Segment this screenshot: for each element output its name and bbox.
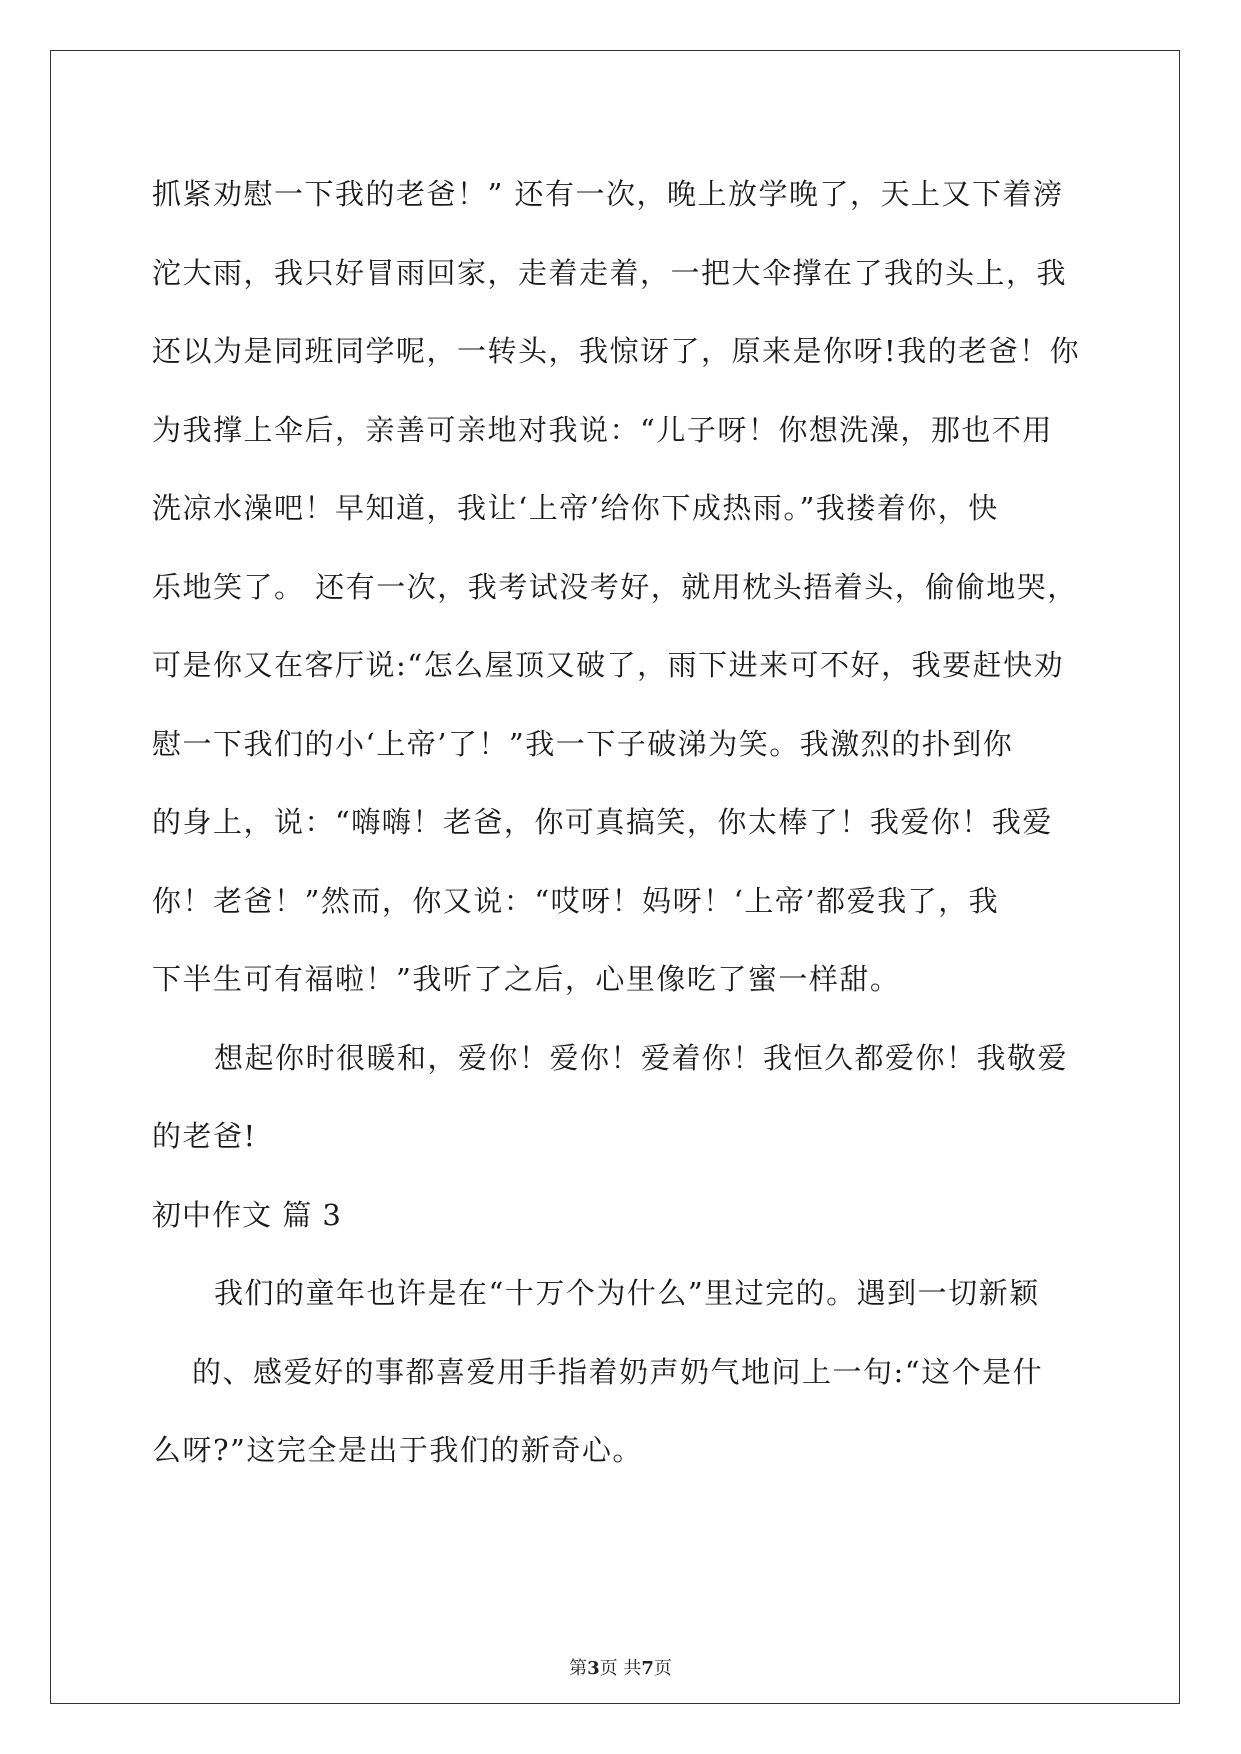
footer-middle: 页 共 (599, 1658, 642, 1679)
document-body (152, 155, 1102, 1490)
text-line: 的老爸! (152, 1119, 257, 1153)
text-line: 的身上，说：“嗨嗨！老爸，你可真搞笑，你太棒了！我爱你！我爱 (152, 805, 1053, 839)
text-line: 你！老爸！”然而，你又说：“哎呀！妈呀！‘上帝’都爱我了，我 (152, 883, 1000, 918)
paragraph-1 (152, 155, 1102, 1019)
section-heading: 初中作文 篇 3 (152, 1197, 342, 1232)
text-line: 沱大雨，我只好冒雨回家，走着走着，一把大伞撑在了我的头上，我 (152, 255, 1068, 290)
total-page-count: 7 (641, 1658, 654, 1679)
text-line: 的、感爱好的事都喜爱用手指着奶声奶气地问上一句:“这个是什 (192, 1354, 1044, 1389)
text-line: 乐地笑了。 还有一次，我考试没考好，就用枕头捂着头，偷偷地哭， (152, 569, 1078, 604)
text-line: 下半生可有福啦！”我听了之后，心里像吃了蜜一样甜。 (152, 962, 901, 996)
paragraph-3 (152, 1254, 1102, 1490)
text-line: 可是你又在客厅说:“怎么屋顶又破了，雨下进来可不好，我要赶快劝 (152, 648, 1065, 682)
footer-suffix: 页 (653, 1658, 672, 1679)
paragraph-2 (152, 1019, 1102, 1176)
text-line: 为我撑上伞后，亲善可亲地对我说：“儿子呀！你想洗澡，那也不用 (152, 412, 1053, 447)
text-line: 洗凉水澡吧！早知道，我让‘上帝’给你下成热雨。”我搂着你，快 (152, 491, 999, 525)
footer-prefix: 第 (569, 1658, 588, 1679)
text-line: 还以为是同班同学呢，一转头，我惊讶了，原来是你呀!我的老爸！你 (152, 334, 1081, 368)
text-line: 我们的童年也许是在“十万个为什么”里过完的。遇到一切新颖 (214, 1276, 1040, 1310)
text-line: 么呀?”这完全是出于我们的新奇心。 (152, 1433, 643, 1467)
text-line: 抓紧劝慰一下我的老爸！” 还有一次，晚上放学晚了，天上又下着滂 (152, 177, 1064, 211)
text-line: 慰一下我们的小‘上帝’了！”我一下子破涕为笑。我激烈的扑到你 (152, 726, 1014, 761)
text-line: 想起你时很暖和，爱你！爱你！爱着你！我恒久都爱你！我敬爱 (214, 1040, 1069, 1075)
page-number-footer (0, 1654, 1241, 1680)
current-page-number: 3 (587, 1658, 600, 1679)
